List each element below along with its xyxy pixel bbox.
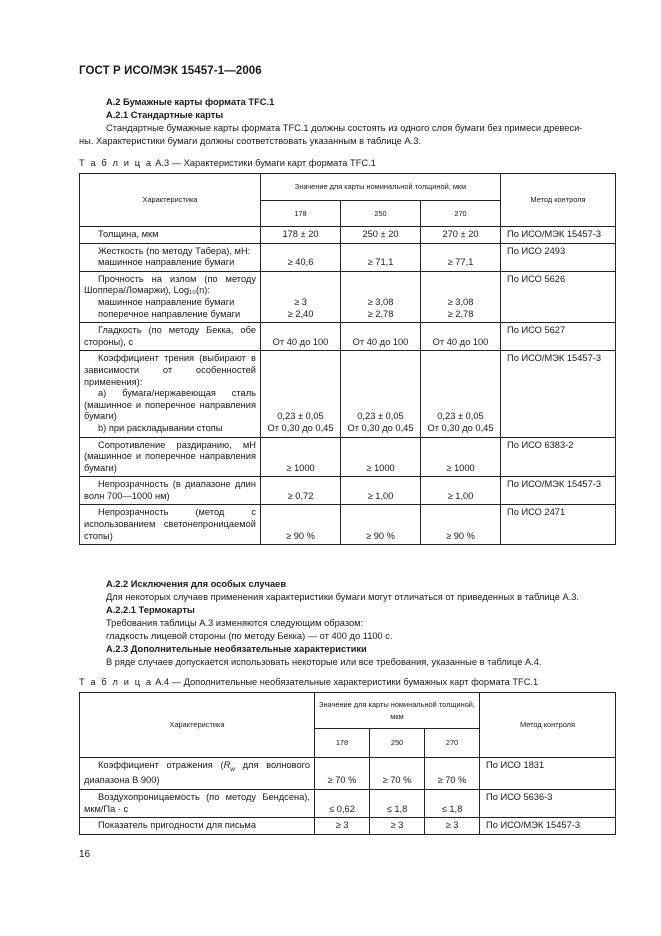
table-a3-row-v270 — [421, 505, 501, 545]
table-a3-col-270: 270 — [421, 201, 501, 227]
section-a22-heading: А.2.2 Исключения для особых случаев — [106, 579, 287, 589]
table-a3-row-char-line: а) бумага/нержавеющая сталь (машинное и поперечное направления бумаги) — [84, 388, 256, 422]
table-a3-row-char — [80, 477, 261, 505]
section-a2-heading: А.2 Бумажные карты формата TFC.1 — [106, 97, 275, 107]
section-a21-para-line2: ны. Характеристики бумаги должны соответствовать указанным в таблице А.3. — [79, 136, 421, 146]
table-a3-row-value-line: ≥ 90 % — [366, 530, 395, 541]
table-a3-row-value-line: ≥ 77,1 — [447, 257, 474, 268]
table-a3-row-v178 — [261, 323, 341, 351]
table-a3-row-char-line: машинное направление бумаги — [98, 257, 235, 268]
table-a4-caption-lead: Т а б л и ц а — [79, 677, 153, 687]
table-a3-row-method: По ИСО/МЭК 15457-3 — [501, 227, 616, 244]
table-a4-row-method: По ИСО/МЭК 15457-3 — [480, 818, 616, 835]
table-a3-row-v250 — [341, 477, 421, 505]
table-a3-row-value-line: ≥ 2,78 — [447, 308, 474, 319]
table-a3-row — [80, 323, 616, 351]
table-a3-col-group: Значение для карты номинальной толщиной, мкм — [261, 174, 501, 201]
table-a3-row-method: По ИСО 5627 — [501, 323, 616, 351]
table-a3-row-char — [80, 351, 261, 437]
page-number: 16 — [79, 849, 91, 860]
table-a3-row-char-line: Сопротивление раздиранию, мН (машинное и поперечное направления бумаги) — [84, 439, 256, 473]
table-a4-row-v270: ≥ 3 — [425, 818, 480, 835]
table-a3-row-value-line: ≥ 40,6 — [287, 257, 314, 268]
table-a3-row-value-line: От 40 до 100 — [352, 336, 409, 347]
table-a3-row-v250 — [341, 323, 421, 351]
section-a21-para-line1: Стандартные бумажные карты формата TFC.1 должны состоять из одного слоя бумаги без примеси древеси- — [106, 123, 583, 133]
table-a3-row-value-line: ≥ 3,08 — [447, 296, 474, 307]
table-a3-row-char-line: Коэффициент трения (выбирают в зависимости от особенностей применения): — [84, 353, 256, 387]
table-a3-row-value-line: ≥ 90 % — [286, 530, 315, 541]
table-a3-caption-text: А.3 — Характеристики бумаги карт формата TFC.1 — [155, 158, 376, 168]
table-a3-row-char-line: Толщина, мкм — [98, 229, 159, 239]
table-a3-row-value-line: От 0,30 до 0,45 — [267, 422, 334, 433]
table-a3-row-v178 — [261, 505, 341, 545]
table-a3-row-value-line: 0,23 ± 0,05 — [437, 411, 484, 422]
table-a3-col-char: Характеристика — [80, 174, 261, 227]
table-a3-row-value-line: ≥ 71,1 — [367, 257, 394, 268]
table-a4-row-v250: ≥ 70 % — [370, 758, 425, 790]
section-a23-heading: А.2.3 Дополнительные необязательные характеристики — [106, 644, 367, 654]
section-a23-para: В ряде случаев допускается использовать некоторые или все требования, указанные в таблице А.4. — [106, 657, 542, 667]
table-a3-row-value-line: 0,23 ± 0,05 — [357, 411, 404, 422]
table-a4-row-char — [80, 758, 315, 790]
table-a3-row — [80, 477, 616, 505]
section-a221-heading: А.2.2.1 Термокарты — [106, 605, 195, 615]
table-a3-row-value-line: 178 ± 20 — [282, 229, 319, 239]
table-a3-row-value-line: От 40 до 100 — [432, 336, 489, 347]
table-a4-col-group: Значение для карты номинальной толщиной, мкм — [315, 693, 480, 729]
table-a3-row-method: По ИСО 6383-2 — [501, 437, 616, 477]
table-a4-col-270: 270 — [425, 729, 480, 758]
table-a4-row-char — [80, 790, 315, 818]
table-a3-row-char — [80, 227, 261, 244]
table-a4-row-char-symbol: R — [223, 760, 231, 770]
table-a3-row-method: По ИСО/МЭК 15457-3 — [501, 351, 616, 437]
table-a3-row-v178 — [261, 437, 341, 477]
table-a3-row-value-line: От 0,30 до 0,45 — [427, 422, 494, 433]
table-a3-row-value-line: 270 ± 20 — [442, 229, 479, 239]
table-a4-caption-text: А.4 — Дополнительные необязательные характеристики бумажных карт формата TFC.1 — [155, 677, 539, 687]
table-a3-row-method: По ИСО 5626 — [501, 271, 616, 322]
table-a3-row-value-line: ≥ 1,00 — [367, 490, 394, 501]
table-a3-row-v270 — [421, 227, 501, 244]
table-a3-row-v250 — [341, 243, 421, 271]
table-a3-row-char-line: Гладкость (по методу Бекка, обе стороны), с — [84, 325, 256, 347]
document-header: ГОСТ Р ИСО/МЭК 15457-1—2006 — [79, 65, 262, 77]
table-a3-row-v270 — [421, 351, 501, 437]
table-a4-col-178: 178 — [315, 729, 370, 758]
table-a4-col-char: Характеристика — [80, 693, 315, 758]
table-a3-col-method: Метод контроля — [501, 174, 616, 227]
table-a4-row — [80, 790, 616, 818]
table-a3-row — [80, 227, 616, 244]
table-a4-row-v250: ≤ 1,8 — [370, 790, 425, 818]
table-a3-row-v250 — [341, 437, 421, 477]
table-a3-row-char-line: b) при раскладывании стопы — [98, 422, 223, 433]
table-a3-row-char — [80, 505, 261, 545]
table-a3-row-value-line: ≥ 1000 — [446, 462, 475, 473]
table-a3-row — [80, 243, 616, 271]
table-a3-row-v178 — [261, 477, 341, 505]
table-a3-row-char-line: Жесткость (по методу Табера), мН: — [98, 245, 251, 256]
table-a3-row-value-line: ≥ 90 % — [446, 530, 475, 541]
table-a3-row-v270 — [421, 271, 501, 322]
table-a3-row-value-line: 0,23 ± 0,05 — [277, 411, 324, 422]
table-a3-row-value-line: ≥ 0,72 — [287, 490, 314, 501]
table-a3-col-178: 178 — [261, 201, 341, 227]
table-a3-row-v250 — [341, 271, 421, 322]
table-a4-row-v270: ≥ 70 % — [425, 758, 480, 790]
table-a4-row — [80, 758, 616, 790]
table-a3-row-char — [80, 437, 261, 477]
table-a3-row-value-line: ≥ 3,08 — [367, 296, 394, 307]
table-a4-row — [80, 818, 616, 835]
table-a3-row-v178 — [261, 271, 341, 322]
table-a3-row-v178 — [261, 243, 341, 271]
table-a4-row-v178: ≤ 0,62 — [315, 790, 370, 818]
table-a3-row-char — [80, 271, 261, 322]
table-a3-row-char — [80, 243, 261, 271]
table-a4-row-char-pre: Коэффициент отражения ( — [98, 760, 224, 770]
table-a4-row-char-post: для волнового диапазона В 900) — [84, 760, 310, 786]
table-a4-col-250: 250 — [370, 729, 425, 758]
table-a3-row-char-line: Непрозрачность (в диапазоне длин волн 700—1000 нм) — [84, 479, 256, 501]
table-a3 — [79, 173, 616, 545]
section-a22-para: Для некоторых случаев применения характеристики бумаги могут отличаться от приведенных в таблице А.3. — [106, 592, 580, 602]
table-a4-row-method: По ИСО 1831 — [480, 758, 616, 790]
table-a3-caption-lead: Т а б л и ц а — [79, 158, 153, 168]
table-a4-row-method: По ИСО 5636-3 — [480, 790, 616, 818]
section-a221-line2: гладкость лицевой стороны (по методу Бекка) — от 400 до 1100 с. — [106, 631, 393, 641]
table-a3-row-method: По ИСО/МЭК 15457-3 — [501, 477, 616, 505]
table-a3-row-method: По ИСО 2493 — [501, 243, 616, 271]
table-a4-row-char — [80, 818, 315, 835]
table-a3-row-char-line: поперечное направление бумаги — [98, 308, 241, 319]
table-a3-row-value-line: 250 ± 20 — [362, 229, 399, 239]
table-a4-caption — [79, 676, 614, 689]
table-a3-row — [80, 351, 616, 437]
table-a3-row-v250 — [341, 505, 421, 545]
table-a3-row — [80, 437, 616, 477]
table-a3-row-char — [80, 323, 261, 351]
table-a4-row-v178: ≥ 3 — [315, 818, 370, 835]
table-a3-row-v270 — [421, 437, 501, 477]
table-a3-body — [80, 227, 616, 545]
table-a4-row-char-text: Воздухопроницаемость (по методу Бендсена), мкм/Па · с — [84, 792, 310, 814]
table-a3-row-v270 — [421, 477, 501, 505]
table-a4 — [79, 692, 616, 835]
table-a3-row-v178 — [261, 227, 341, 244]
table-a4-row-v270: ≤ 1,8 — [425, 790, 480, 818]
table-a3-row-value-line: От 0,30 до 0,45 — [347, 422, 414, 433]
table-a4-col-method: Метод контроля — [480, 693, 616, 758]
table-a3-row-value-line: ≥ 1,00 — [447, 490, 474, 501]
table-a3-row-v270 — [421, 323, 501, 351]
table-a4-row-v178: ≥ 70 % — [315, 758, 370, 790]
table-a3-row-value-line: ≥ 2,40 — [287, 308, 314, 319]
table-a4-row-char-text: Показатель пригодности для письма — [98, 820, 256, 831]
table-a3-row-value-line: ≥ 3 — [294, 296, 307, 307]
table-a3-row — [80, 271, 616, 322]
table-a3-row-method: По ИСО 2471 — [501, 505, 616, 545]
table-a3-row-v250 — [341, 227, 421, 244]
table-a3-row-char-line: Непрозрачность (метод с использованием светонепроницаемой стопы) — [84, 507, 256, 541]
section-a2 — [79, 96, 614, 148]
table-a3-row-v270 — [421, 243, 501, 271]
table-a3-row-value-line: ≥ 2,78 — [367, 308, 394, 319]
section-a21-heading: А.2.1 Стандартные карты — [106, 110, 224, 120]
section-a22 — [79, 578, 614, 669]
table-a3-row-v178 — [261, 351, 341, 437]
table-a3-row-v250 — [341, 351, 421, 437]
table-a3-caption — [79, 157, 614, 170]
table-a3-row-value-line: От 40 до 100 — [272, 336, 329, 347]
table-a3-row-value-line: ≥ 1000 — [286, 462, 315, 473]
table-a3-row-char-line: Прочность на излом (по методу Шоппера/Ломаржи), Log₁₀(n): — [84, 273, 256, 296]
table-a4-row-char-subscript: w — [230, 765, 235, 773]
table-a3-row — [80, 505, 616, 545]
table-a3-row-value-line: ≥ 1000 — [366, 462, 395, 473]
section-a221-line1: Требования таблицы А.3 изменяются следующим образом: — [106, 618, 364, 628]
table-a3-row-char-line: машинное направление бумаги — [98, 296, 235, 307]
table-a3-col-250: 250 — [341, 201, 421, 227]
table-a4-row-v250: ≥ 3 — [370, 818, 425, 835]
